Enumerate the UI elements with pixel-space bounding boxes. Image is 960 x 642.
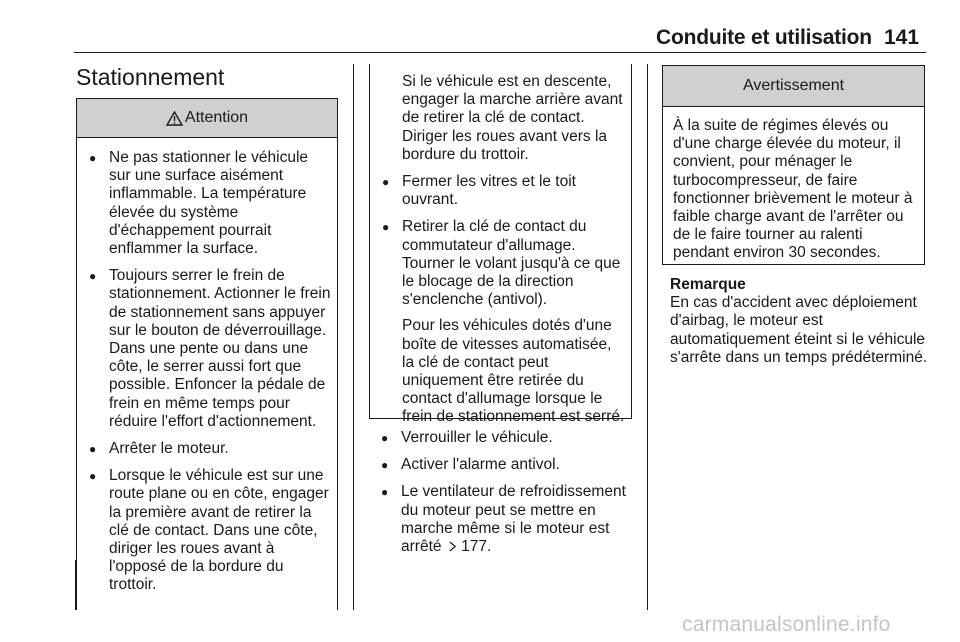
bullet-icon: ●	[381, 458, 389, 473]
attention-box-header	[77, 99, 337, 138]
warning-label: Avertissement	[742, 77, 845, 94]
watermark: carmanualsonline.info	[682, 613, 891, 636]
bullet-icon: ●	[89, 469, 97, 484]
attention-list	[77, 138, 337, 595]
list-item: ● Le ventilateur de refroidissement du moteur peut se mettre en marche même si le moteur est arrêté 177.	[381, 483, 626, 556]
sub-paragraph: Pour les véhicules dotés d'une boîte de vitesses automatisée, la clé de contact peut uniquement être retirée du contact d'allumage lorsque le frein de stationnement est serré.	[402, 317, 625, 426]
column-divider-left	[353, 64, 354, 610]
list-item: ● Arrêter le moteur.	[89, 440, 229, 458]
column-divider-right	[647, 64, 648, 610]
continuation-text: Si le véhicule est en descente, engager la marche arrière avant de retirer la clé de contact. Diriger les roues avant vers la bordure du trottoir.	[402, 73, 623, 163]
list-item: ● Lorsque le véhicule est sur une route plane ou en côte, engager la première avant de retirer la clé de contact. Dans une côte, diriger les roues avant à l'opposé de la bordure du trottoir.	[89, 467, 329, 594]
bullet-icon: ●	[89, 151, 97, 165]
warning-text: À la suite de régimes élevés ou d'une charge élevée du moteur, il convient, pour ménager le turbocompresseur, de faire fonctionner brièvement le moteur à faible charge avant de l'arrêter ou de le faire tourner au ralenti pendant environ 30 secondes.	[673, 117, 913, 262]
page-reference[interactable]: 177.	[461, 538, 492, 556]
attention-box-continued	[369, 64, 632, 426]
header-rule	[74, 52, 926, 53]
page-number: 141	[884, 26, 920, 49]
bullet-icon: ●	[381, 485, 389, 500]
list-item: ● Toujours serrer le frein de stationnement. Actionner le frein de stationnement sans appuyer sur le bouton de déverrouillage. Dans une pente ou dans une côte, le serrer aussi fort que possible. Enfoncer la pédale de frein en même temps pour réduire l'effort d'actionnement.	[89, 267, 331, 430]
note-text: En cas d'accident avec déploiement d'airbag, le moteur est automatiquement éteint si le véhicule s'arrête dans un temps prédéterminé.	[670, 294, 928, 366]
page-reference-icon	[448, 541, 457, 552]
note-block	[670, 276, 930, 367]
warning-box-header	[663, 66, 924, 107]
list-item: ● Ne pas stationner le véhicule sur une surface aisément inflammable. La température élevée du système d'échappement pourrait enflammer la surface.	[89, 149, 309, 258]
bullet-icon: ●	[382, 220, 390, 235]
note-title: Remarque	[670, 276, 746, 293]
bullet-icon: ●	[381, 431, 389, 445]
running-header-title: Conduite et utilisation	[656, 26, 872, 49]
list-item: ● Fermer les vitres et le toit ouvrant.	[382, 173, 576, 209]
parking-steps-list	[369, 429, 635, 565]
list-item: ● Verrouiller le véhicule.	[381, 429, 553, 446]
warning-triangle-icon	[166, 111, 183, 126]
bullet-icon: ●	[89, 442, 97, 457]
list-item: ● Retirer la clé de contact du commutateur d'allumage. Tourner le volant jusqu'à ce que le blocage de la direction s'enclenche (antivol). Pour les véhicules dotés d'une boîte de vitesses automatisée, la clé de contact peut uniquement être retirée du contact d'allumage lorsque le frein de stationnement est serré.	[370, 218, 627, 426]
bullet-icon: ●	[89, 269, 97, 284]
warning-box	[662, 65, 925, 265]
attention-box	[76, 98, 338, 610]
list-item: ● Activer l'alarme antivol.	[381, 456, 560, 474]
attention-label: Attention	[184, 109, 249, 126]
bullet-icon: ●	[382, 175, 390, 190]
continued-list	[370, 164, 631, 427]
section-title: Stationnement	[76, 64, 225, 90]
